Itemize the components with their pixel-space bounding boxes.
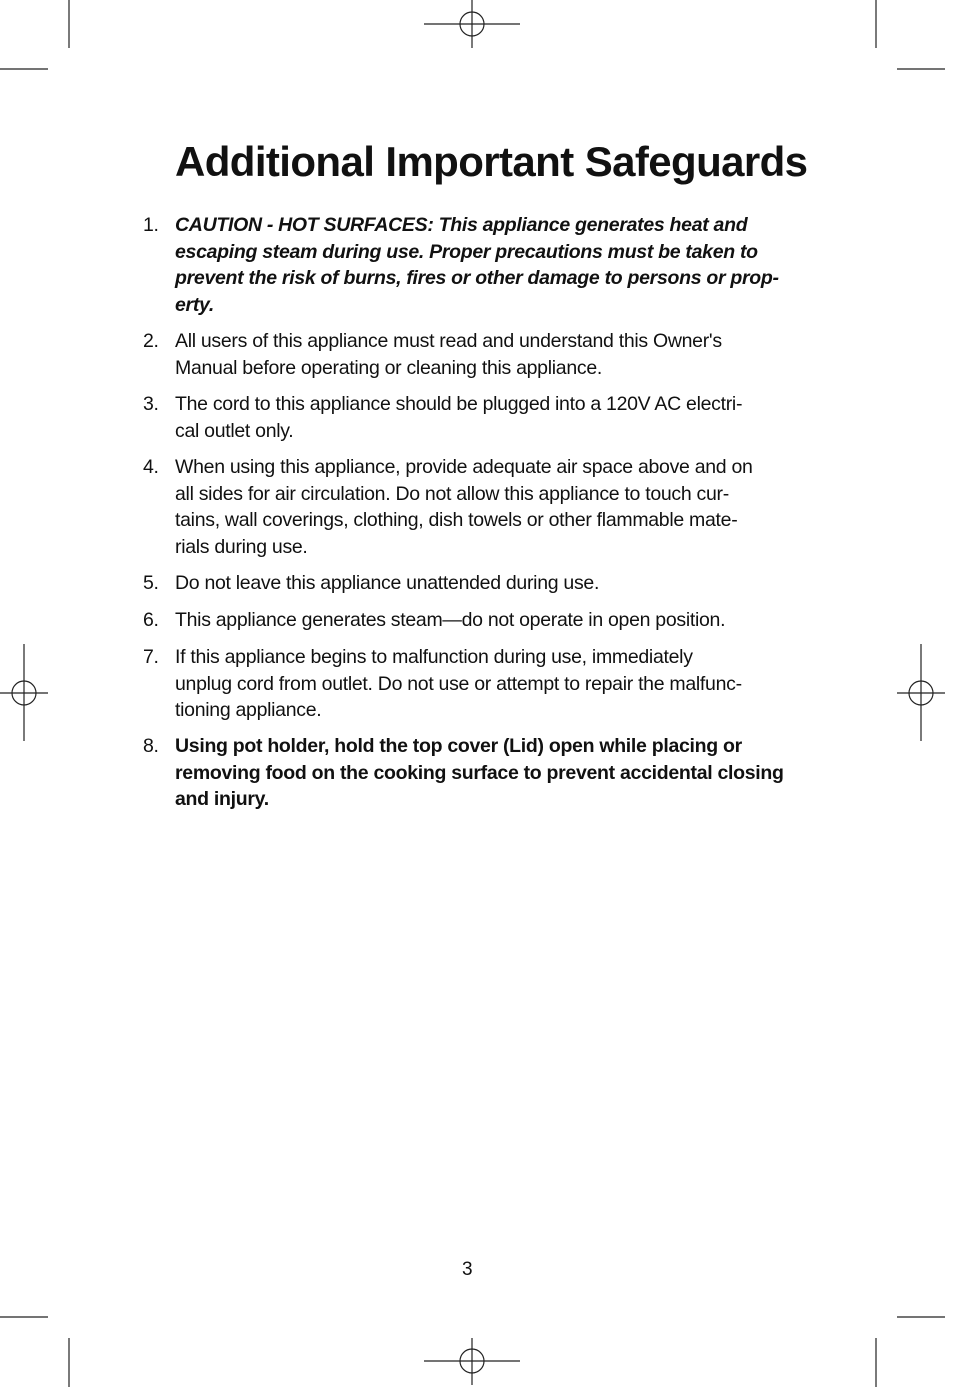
item-text (175, 391, 799, 444)
item-line: The cord to this appliance should be plugged into a 120V AC electri- (175, 393, 743, 415)
item-number: 3. (143, 393, 159, 415)
item-line: If this appliance begins to malfunction during use, immediately (175, 646, 693, 668)
item-line: erty. (175, 293, 214, 316)
item-text (175, 570, 799, 597)
item-number: 4. (143, 456, 159, 478)
item-line: unplug cord from outlet. Do not use or attempt to repair the malfunc- (175, 672, 742, 695)
item-number: 8. (143, 735, 159, 757)
page-number: 3 (462, 1259, 473, 1280)
item-line: Do not leave this appliance unattended during use. (175, 572, 600, 594)
item-number: 1. (143, 214, 159, 236)
item-number: 2. (143, 330, 159, 352)
item-number: 5. (143, 572, 159, 594)
item-line: tioning appliance. (175, 699, 322, 721)
item-text (175, 328, 799, 381)
item-line: rials during use. (175, 535, 308, 558)
item-text (175, 454, 799, 560)
item-line: removing food on the cooking surface to prevent accidental closing (175, 761, 784, 784)
item-line: and injury. (175, 788, 269, 810)
item-line: cal outlet only. (175, 419, 294, 442)
item-line: This appliance generates steam—do not operate in open position. (175, 609, 726, 631)
item-line: When using this appliance, provide adequate air space above and on (175, 456, 753, 478)
item-number: 6. (143, 609, 159, 631)
registration-mark-top-icon (424, 0, 520, 48)
registration-mark-left-icon (0, 644, 48, 741)
item-line: escaping steam during use. Proper precautions must be taken to (175, 240, 758, 263)
item-line: Manual before operating or cleaning this appliance. (175, 356, 602, 379)
item-line: tains, wall coverings, clothing, dish towels or other flammable mate- (175, 509, 738, 531)
item-text (175, 607, 799, 634)
item-text (175, 644, 799, 724)
page-title: Additional Important Safeguards (175, 138, 808, 185)
registration-mark-right-icon (897, 644, 945, 741)
item-line: prevent the risk of burns, fires or other damage to persons or prop- (175, 267, 779, 289)
item-line: Using pot holder, hold the top cover (Lid) open while placing or (175, 735, 742, 757)
registration-mark-bottom-icon (424, 1338, 520, 1385)
item-line: CAUTION - HOT SURFACES: This appliance generates heat and (175, 214, 748, 236)
item-text (175, 733, 799, 813)
item-line: all sides for air circulation. Do not allow this appliance to touch cur- (175, 482, 729, 505)
item-text (175, 212, 799, 318)
item-number: 7. (143, 646, 159, 668)
item-line: All users of this appliance must read and understand this Owner's (175, 330, 722, 352)
